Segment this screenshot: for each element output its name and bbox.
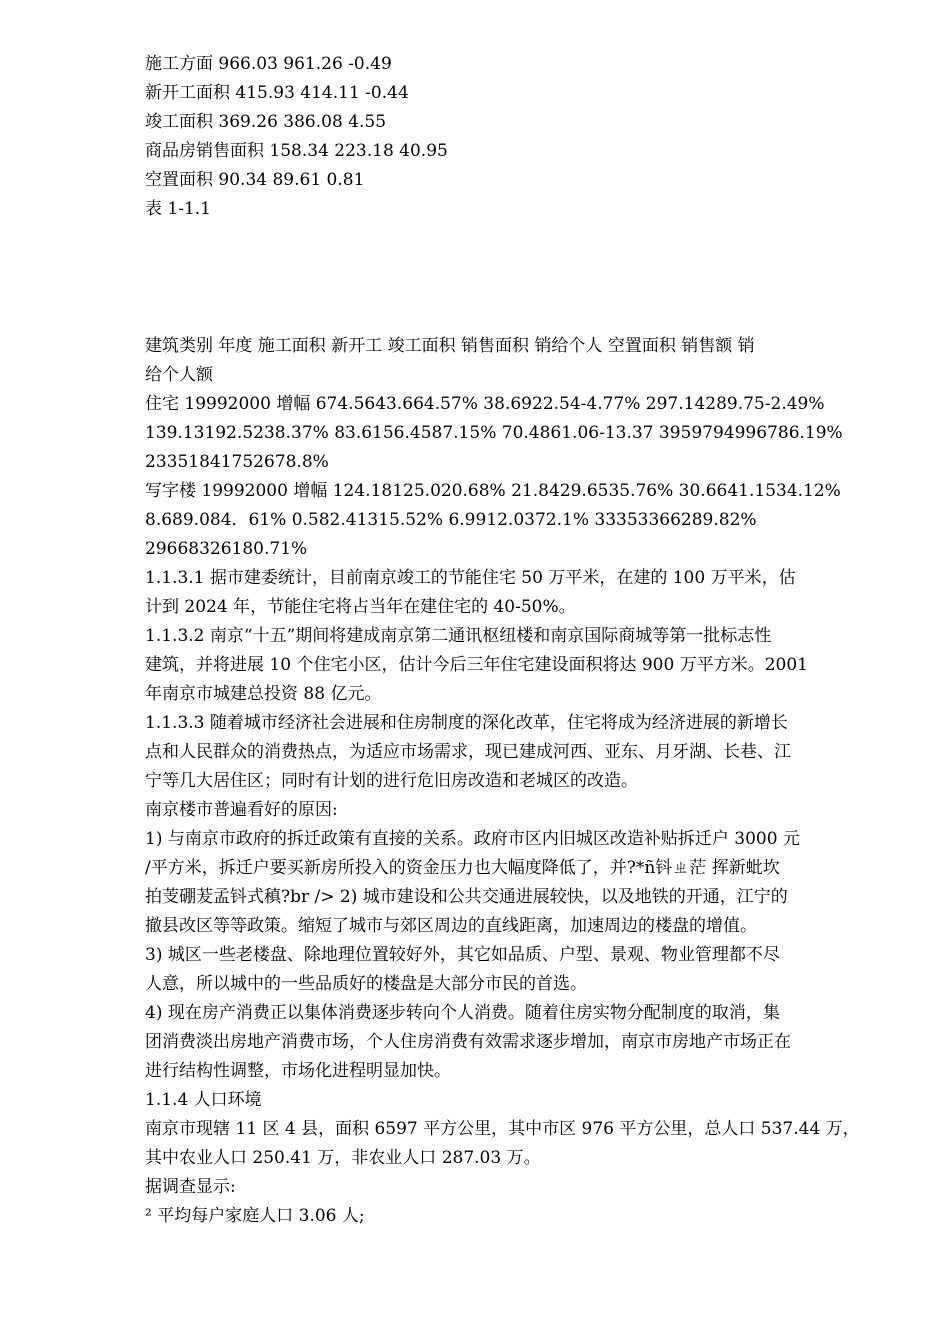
stat-line: 空置面积 90.34 89.61 0.81: [145, 170, 365, 190]
body-line: 建筑，并将进展 10 个住宅小区，估计今后三年住宅建设面积将达 900 万平方米。2001: [145, 655, 808, 675]
population-line: 南京市现辖 11 区 4 县，面积 6597 平方公里，其中市区 976 平方公里，总人口 537.44 万，: [145, 1119, 860, 1139]
section-1-1-3-2: 1.1.3.2 南京“十五”期间将建成南京第二通讯枢纽楼和南京国际商城等第一批标志性: [145, 626, 772, 646]
reasons-heading: 南京楼市普遍看好的原因:: [145, 800, 338, 820]
table-row-line: 139.13192.5238.37% 83.6156.4587.15% 70.4861.06-13.37 3959794996786.19%: [145, 423, 843, 443]
body-line: 宁等几大居住区；同时有计划的进行危旧房改造和老城区的改造。: [145, 771, 638, 791]
survey-heading: 据调查显示:: [145, 1177, 236, 1197]
table-row-line: 住宅 19992000 增幅 674.5643.664.57% 38.6922.54-4.77% 297.14289.75-2.49%: [145, 394, 825, 414]
table-row-line: 29668326180.71%: [145, 539, 308, 559]
body-line: 点和人民群众的消费热点，为适应市场需求，现已建成河西、亚东、月牙湖、长巷、江: [145, 742, 791, 762]
body-line: 撤县改区等等政策。缩短了城市与郊区周边的直线距离，加速周边的楼盘的增值。: [145, 916, 757, 936]
statistics-block: [145, 50, 885, 224]
table-caption: 表 1-1.1: [145, 199, 211, 219]
body-line: 团消费淡出房地产消费市场，个人住房消费有效需求逐步增加，南京市房地产市场正在: [145, 1032, 791, 1052]
section-1-1-3-1: 1.1.3.1 据市建委统计，目前南京竣工的节能住宅 50 万平米，在建的 100 万平米，估: [145, 568, 796, 588]
population-line: 其中农业人口 250.41 万，非农业人口 287.03 万。: [145, 1148, 541, 1168]
table-header-line: 建筑类别 年度 施工面积 新开工 竣工面积 销售面积 销给个人 空置面积 销售额 销: [145, 336, 755, 356]
stat-line: 新开工面积 415.93 414.11 -0.44: [145, 83, 409, 103]
body-line: 人意，所以城中的一些品质好的楼盘是大部分市民的首选。: [145, 974, 587, 994]
reason-2: 拍芰硼茇孟钭式稹?br /> 2) 城市建设和公共交通进展较快，以及地铁的开通，江宁的: [145, 887, 788, 907]
building-type-table-text: [145, 332, 885, 564]
body-text: [145, 564, 885, 1231]
stat-line: 商品房销售面积 158.34 223.18 40.95: [145, 141, 448, 161]
reason-3: 3) 城区一些老楼盘、除地理位置较好外，其它如品质、户型、景观、物业管理都不尽: [145, 945, 780, 965]
table-row-line: 23351841752678.8%: [145, 452, 329, 472]
reason-4: 4) 现在房产消费正以集体消费逐步转向个人消费。随着住房实物分配制度的取消，集: [145, 1003, 780, 1023]
reason-1: 1) 与南京市政府的拆迁政策有直接的关系。政府市区内旧城区改造补贴拆迁户 3000 元: [145, 829, 800, 849]
section-1-1-3-3: 1.1.3.3 随着城市经济社会进展和住房制度的深化改革，住宅将成为经济进展的新增长: [145, 713, 788, 733]
body-line: 年南京市城建总投资 88 亿元。: [145, 684, 382, 704]
table-row-line: 写字楼 19992000 增幅 124.18125.020.68% 21.8429.6535.76% 30.6641.1534.12%: [145, 481, 841, 501]
survey-item: ² 平均每户家庭人口 3.06 人;: [145, 1206, 365, 1226]
document-page: [145, 50, 885, 1231]
table-row-line: 8.689.084．61% 0.582.41315.52% 6.9912.0372.1% 33353366289.82%: [145, 510, 757, 530]
table-header-line: 给个人额: [145, 365, 213, 385]
body-line: /平方米，拆迁户要买新房所投入的资金压力也大幅度降低了，并?*ñ钭ㄓ茫 挥新蚍坎: [145, 858, 780, 878]
body-line: 进行结构性调整，市场化进程明显加快。: [145, 1061, 451, 1081]
blank-space: [145, 224, 885, 332]
stat-line: 施工方面 966.03 961.26 -0.49: [145, 54, 392, 74]
section-1-1-4-heading: 1.1.4 人口环境: [145, 1090, 262, 1110]
stat-line: 竣工面积 369.26 386.08 4.55: [145, 112, 387, 132]
body-line: 计到 2024 年，节能住宅将占当年在建住宅的 40-50%。: [145, 597, 576, 617]
